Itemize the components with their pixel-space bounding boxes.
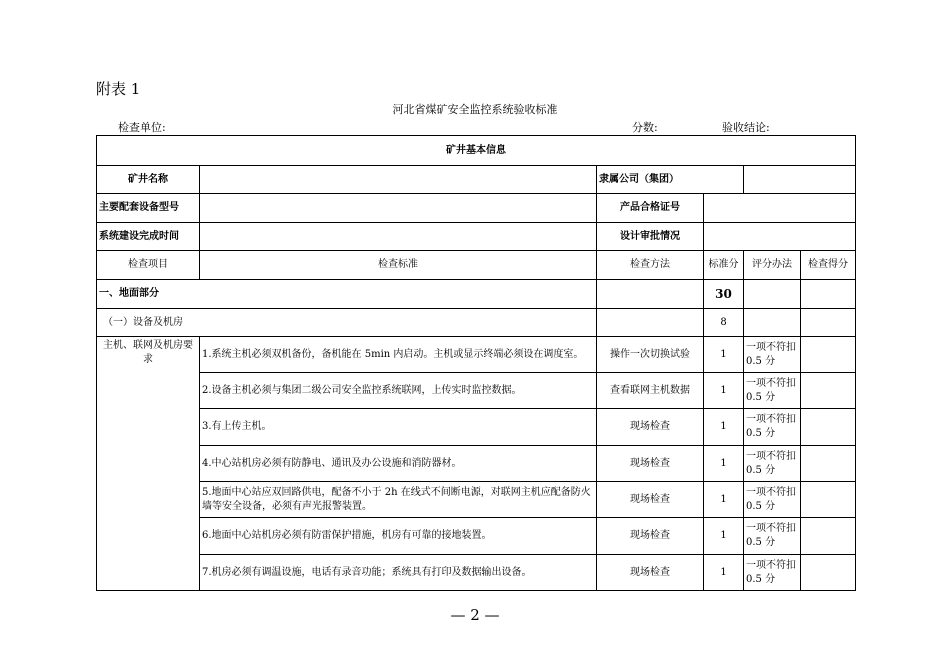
table-row <box>97 518 856 555</box>
result-cell <box>801 337 856 373</box>
basic-info-header-row <box>97 136 856 166</box>
basic-info-row-3 <box>97 223 856 251</box>
mine-name-label: 矿井名称 <box>97 166 200 194</box>
conclusion-label: 验收结论: <box>722 121 770 134</box>
method-cell: 查看联网主机数据 <box>597 373 704 409</box>
design-approval-value <box>704 223 856 251</box>
standard-cell: 2.设备主机必须与集团二级公司安全监控系统联网，上传实时监控数据。 <box>200 373 597 409</box>
scoring-cell: 一项不符扣 0.5 分 <box>744 337 801 373</box>
column-header-row <box>97 251 856 280</box>
subsection-method-cell <box>597 309 704 337</box>
inspection-unit-label: 检查单位: <box>118 121 166 134</box>
subsection-result-cell <box>801 309 856 337</box>
score-cell: 1 <box>704 409 744 446</box>
subsection-label: （一）设备及机房 <box>97 309 597 337</box>
table-row <box>97 482 856 518</box>
result-cell <box>801 518 856 555</box>
col-standard-header: 检查标准 <box>200 251 597 280</box>
table-row <box>97 337 856 373</box>
table-row <box>97 446 856 482</box>
equipment-model-label: 主要配套设备型号 <box>97 194 200 223</box>
standard-cell: 7.机房必须有调温设施，电话有录音功能；系统具有打印及数据输出设备。 <box>200 555 597 591</box>
completion-time-value <box>200 223 597 251</box>
certificate-label: 产品合格证号 <box>597 194 704 223</box>
acceptance-standard-table <box>96 135 856 591</box>
standard-cell: 1.系统主机必须双机备份，备机能在 5min 内启动。主机或显示终端必须设在调度室。 <box>200 337 597 373</box>
method-cell: 操作一次切换试验 <box>597 337 704 373</box>
subsection-score: 8 <box>704 309 744 337</box>
standard-cell: 3.有上传主机。 <box>200 409 597 446</box>
basic-info-header: 矿井基本信息 <box>97 136 856 166</box>
completion-time-label: 系统建设完成时间 <box>97 223 200 251</box>
design-approval-label: 设计审批情况 <box>597 223 704 251</box>
method-cell: 现场检查 <box>597 518 704 555</box>
score-label: 分数: <box>632 121 658 134</box>
section-label: 一、地面部分 <box>97 280 597 309</box>
col-result-header: 检查得分 <box>801 251 856 280</box>
group-label: 主机、联网及机房要求 <box>97 337 200 591</box>
subsection-row <box>97 309 856 337</box>
appendix-label: 附表 1 <box>96 80 141 98</box>
score-cell: 1 <box>704 518 744 555</box>
scoring-cell: 一项不符扣 0.5 分 <box>744 446 801 482</box>
affiliation-label: 隶属公司（集团） <box>597 166 744 194</box>
basic-info-row-2 <box>97 194 856 223</box>
section-scoring-cell <box>744 280 801 309</box>
table-row <box>97 555 856 591</box>
section-result-cell <box>801 280 856 309</box>
section-method-cell <box>597 280 704 309</box>
scoring-cell: 一项不符扣 0.5 分 <box>744 373 801 409</box>
equipment-model-value <box>200 194 597 223</box>
subsection-scoring-cell <box>744 309 801 337</box>
standard-cell: 4.中心站机房必须有防静电、通讯及办公设施和消防器材。 <box>200 446 597 482</box>
basic-info-row-1 <box>97 166 856 194</box>
method-cell: 现场检查 <box>597 409 704 446</box>
table-row <box>97 373 856 409</box>
table-row <box>97 409 856 446</box>
col-item-header: 检查项目 <box>97 251 200 280</box>
method-cell: 现场检查 <box>597 446 704 482</box>
col-method-header: 检查方法 <box>597 251 704 280</box>
section-row <box>97 280 856 309</box>
result-cell <box>801 482 856 518</box>
result-cell <box>801 555 856 591</box>
mine-name-value <box>200 166 597 194</box>
score-cell: 1 <box>704 337 744 373</box>
section-score: 30 <box>704 280 744 309</box>
score-cell: 1 <box>704 555 744 591</box>
method-cell: 现场检查 <box>597 555 704 591</box>
score-cell: 1 <box>704 482 744 518</box>
scoring-cell: 一项不符扣 0.5 分 <box>744 518 801 555</box>
scoring-cell: 一项不符扣 0.5 分 <box>744 482 801 518</box>
scoring-cell: 一项不符扣 0.5 分 <box>744 409 801 446</box>
page-number: — 2 — <box>450 606 500 624</box>
standard-cell: 5.地面中心站应双回路供电，配备不小于 2h 在线式不间断电源，对联网主机应配备防火墙等安全设备，必须有声光报警装置。 <box>200 482 597 518</box>
score-cell: 1 <box>704 446 744 482</box>
score-cell: 1 <box>704 373 744 409</box>
result-cell <box>801 446 856 482</box>
col-scoring-header: 评分办法 <box>744 251 801 280</box>
standard-cell: 6.地面中心站机房必须有防雷保护措施，机房有可靠的接地装置。 <box>200 518 597 555</box>
scoring-cell: 一项不符扣 0.5 分 <box>744 555 801 591</box>
method-cell: 现场检查 <box>597 482 704 518</box>
certificate-value <box>704 194 856 223</box>
result-cell <box>801 373 856 409</box>
col-std-score-header: 标准分 <box>704 251 744 280</box>
document-title: 河北省煤矿安全监控系统验收标准 <box>392 103 558 116</box>
affiliation-value <box>744 166 856 194</box>
result-cell <box>801 409 856 446</box>
